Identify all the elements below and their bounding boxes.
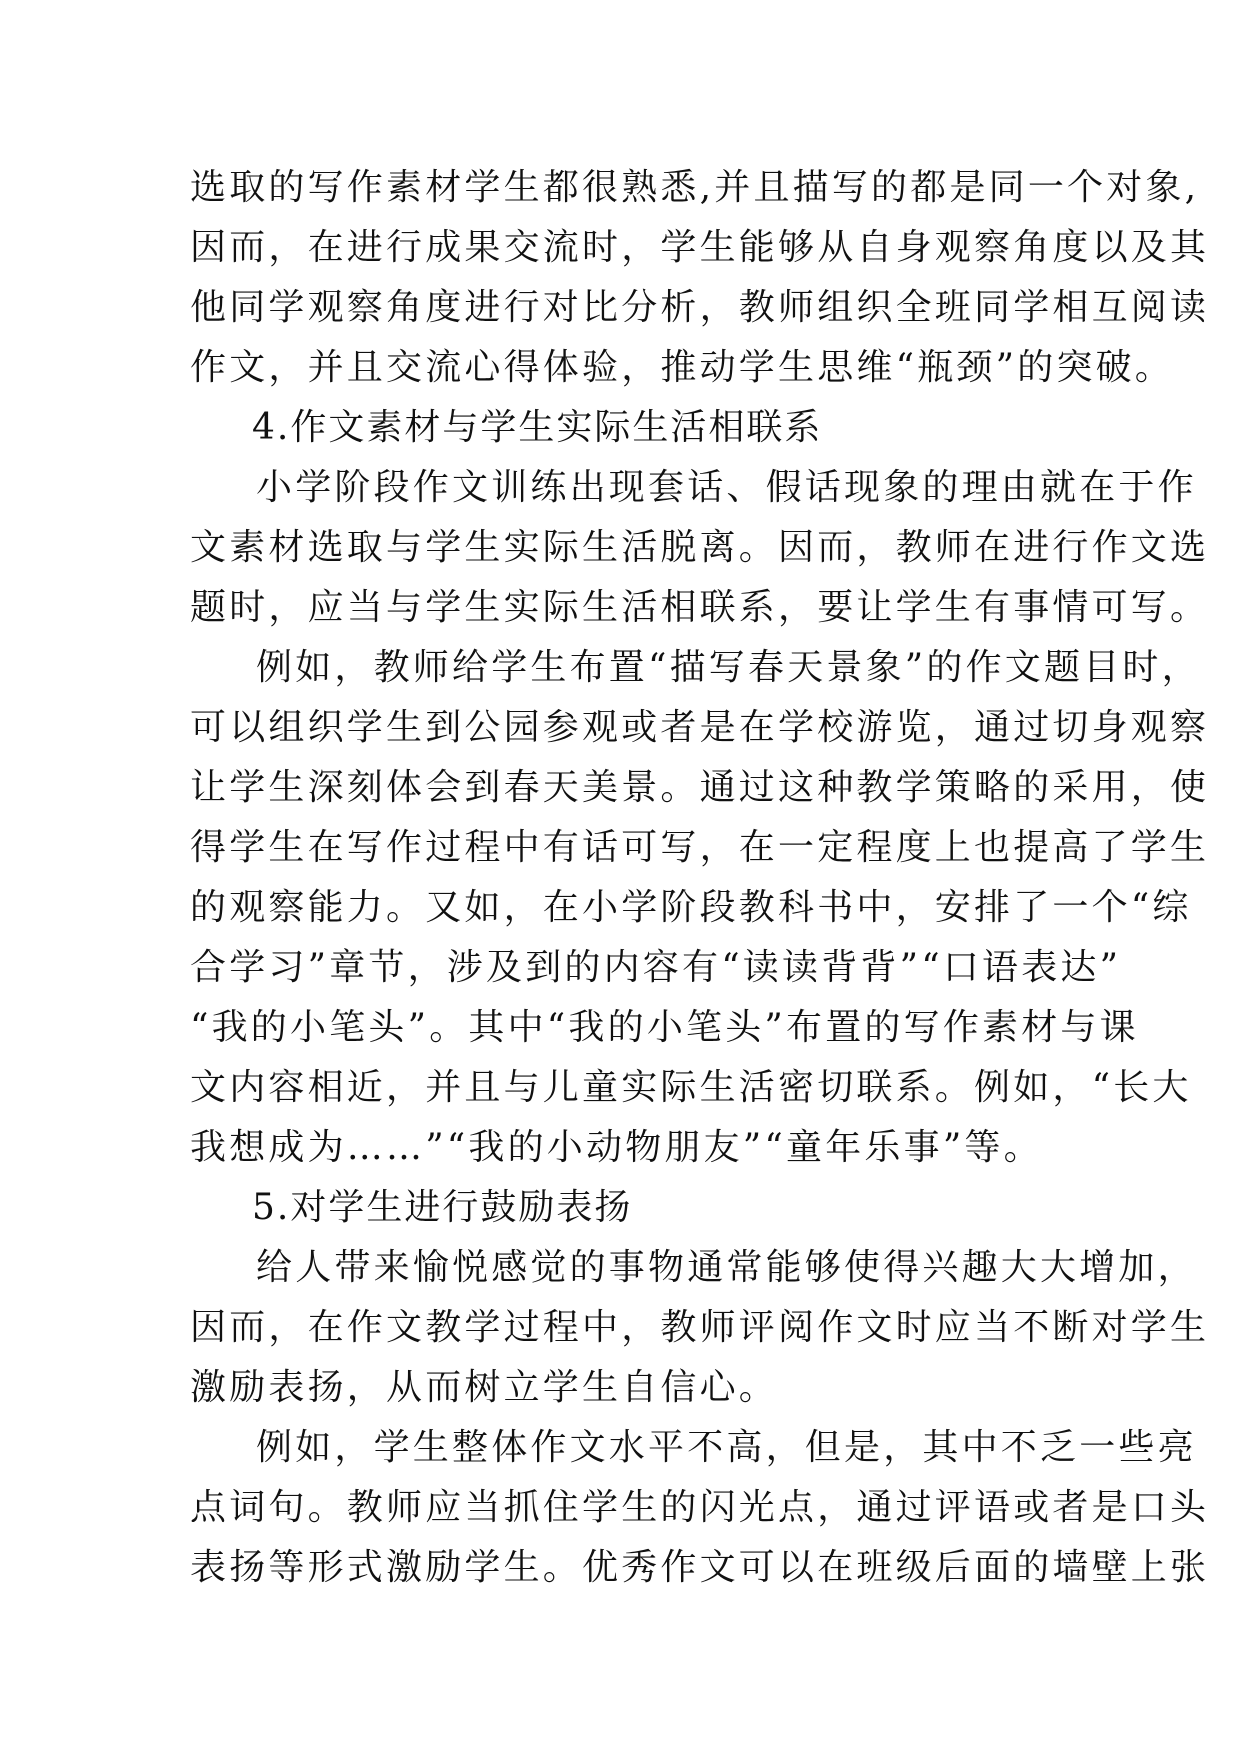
paragraph-line: 文内容相近，并且与儿童实际生活密切联系。例如，“长大 bbox=[190, 1067, 1192, 1108]
paragraph-line: 我想成为……”“我的小动物朋友”“童年乐事”等。 bbox=[190, 1127, 1043, 1168]
document-body bbox=[190, 158, 1210, 1598]
paragraph-line: 让学生深刻体会到春天美景。通过这种教学策略的采用，使 bbox=[190, 767, 1210, 808]
paragraph-line: 得学生在写作过程中有话可写，在一定程度上也提高了学生 bbox=[190, 827, 1210, 868]
paragraph-line: 因而，在进行成果交流时，学生能够从自身观察角度以及其 bbox=[190, 227, 1210, 268]
paragraph-line: 表扬等形式激励学生。优秀作文可以在班级后面的墙壁上张 bbox=[190, 1547, 1210, 1588]
paragraph-line: 因而，在作文教学过程中，教师评阅作文时应当不断对学生 bbox=[190, 1307, 1210, 1348]
paragraph-line: 给人带来愉悦感觉的事物通常能够使得兴趣大大增加， bbox=[256, 1247, 1197, 1288]
paragraph-line: 点词句。教师应当抓住学生的闪光点，通过评语或者是口头 bbox=[190, 1487, 1210, 1528]
paragraph-line: 小学阶段作文训练出现套话、假话现象的理由就在于作 bbox=[256, 467, 1197, 508]
paragraph-line: 题时，应当与学生实际生活相联系，要让学生有事情可写。 bbox=[190, 587, 1210, 628]
paragraph-line: 例如，学生整体作文水平不高，但是，其中不乏一些亮 bbox=[256, 1427, 1197, 1468]
paragraph-line: 作文，并且交流心得体验，推动学生思维“瓶颈”的突破。 bbox=[190, 347, 1175, 388]
paragraph-line: 例如，教师给学生布置“描写春天景象”的作文题目时， bbox=[256, 647, 1201, 688]
paragraph-line: 他同学观察角度进行对比分析，教师组织全班同学相互阅读 bbox=[190, 287, 1210, 328]
paragraph-line: “我的小笔头”。其中“我的小笔头”布置的写作素材与课 bbox=[190, 1007, 1139, 1048]
paragraph-line: 可以组织学生到公园参观或者是在学校游览，通过切身观察 bbox=[190, 707, 1210, 748]
paragraph-line: 的观察能力。又如，在小学阶段教科书中，安排了一个“综 bbox=[190, 887, 1192, 928]
paragraph-line: 合学习”章节，涉及到的内容有“读读背背”“口语表达” bbox=[190, 947, 1122, 988]
paragraph-line: 选取的写作素材学生都很熟悉,并且描写的都是同一个对象, bbox=[190, 167, 1200, 208]
paragraph-line: 激励表扬，从而树立学生自信心。 bbox=[190, 1367, 779, 1408]
paragraph-line: 文素材选取与学生实际生活脱离。因而，教师在进行作文选 bbox=[190, 527, 1210, 568]
section-heading: 5.对学生进行鼓励表扬 bbox=[252, 1187, 633, 1228]
section-heading: 4.作文素材与学生实际生活相联系 bbox=[252, 407, 823, 448]
